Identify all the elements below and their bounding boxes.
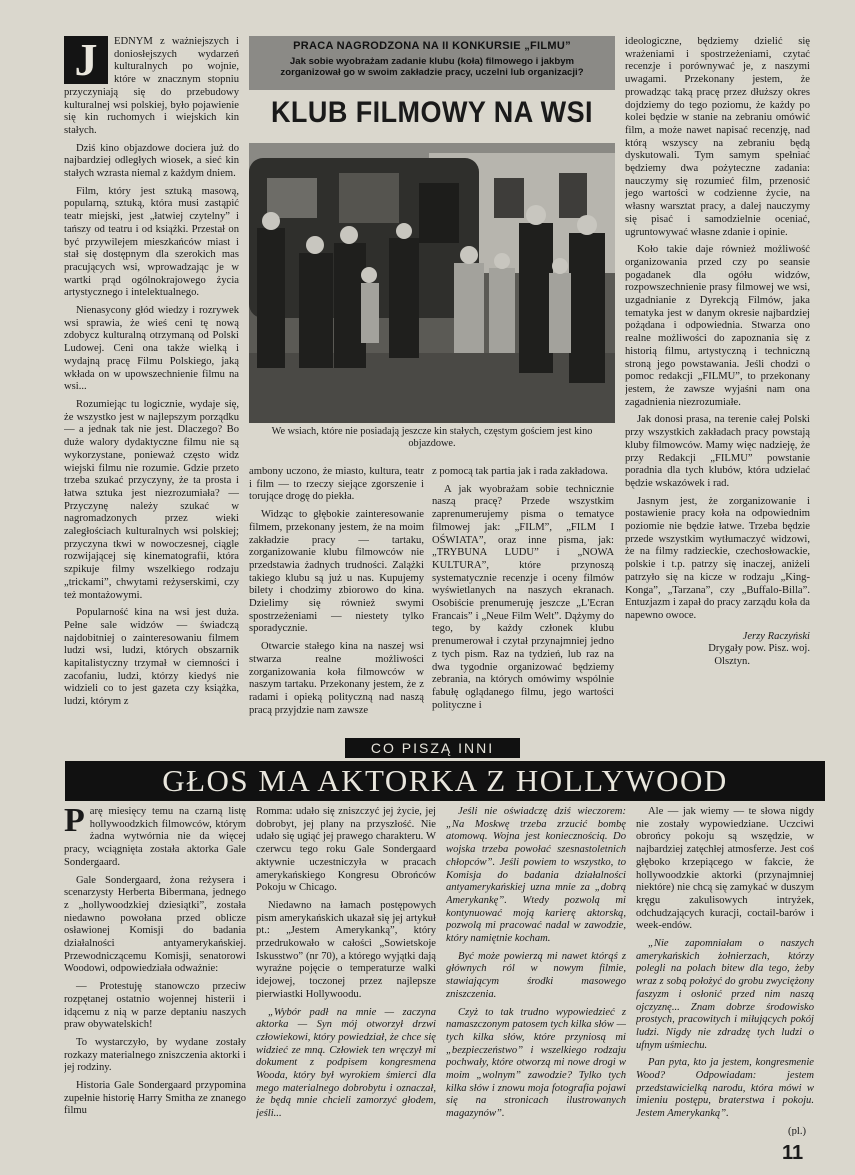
author-signature (625, 631, 810, 669)
dropcap: J (64, 36, 108, 84)
paragraph: To wystarczyło, by wydane zostały rozkazy materialnego zniszczenia aktorki i jej rodziny. (64, 1036, 246, 1074)
paragraph: Rozumiejąc tu logicznie, wydaje się, że wszystko jest w najlepszym porządku — a jednak tak nie jest. Dlaczego? Bo duże walory dydaktyczne filmu nie są wykorzystane, ponieważ często widz wiejski filmu nie rozumie. Gdzie przeto trzeba szukać przyczyny, że ta prosta i łatwa sztuka jest niezrozumiała? — Przyczynę należy szukać w nagromadzonych przez wieki zaległościach kulturalnych wsi polskiej; przyczyna tkwi w nowoczesnej, ciągle rozwijającej się kinematografii, która szpikuje filmy wszelkiego rodzaju „trickami”, chwytami reżyserskimi, czy też montażowymi. (64, 398, 239, 601)
paragraph: Jasnym jest, że zorganizowanie i postawienie pracy koła na odpowiednim poziomie nie będzie łatwe. Trzeba będzie przede wszystkim wytłumaczyć widzowi, że na filmy radzieckie, czechosłowackie, polskie i t.p. patrzy się inaczej, aniżeli patrzyło się na kicze w rodzaju „King-Konga”, „Tarzana”, czy „Buffalo-Billa”. Entuzjazm i zapał do pracy zarządu koła da napewno owoce. (625, 495, 810, 621)
bottom-col-4 (636, 806, 814, 1136)
section-headline: GŁOS MA AKTORKA Z HOLLYWOOD (65, 761, 825, 801)
author-name: Jerzy Raczyński (742, 630, 810, 642)
photo-caption: We wsiach, które nie posiadają jeszcze kin stałych, częstym gościem jest kino objazdowe. (271, 426, 593, 450)
top-col-3 (432, 466, 614, 738)
bottom-col-2 (256, 806, 436, 1146)
page-number: 11 (782, 1142, 804, 1164)
quote-paragraph: „Wybór padł na mnie — zaczyna aktorka — Syn mój otworzył drzwi człowiekowi, który powiedział, że chce się widzieć ze mną. Człowiek ten wręczył mi dokument z podpisem kongresmena Wooda, który był wyrokiem śmierci dla mego materialnego dobrobytu i oznaczał, że będą mnie chcieli zamorzyć głodem, jeśli... (256, 1006, 436, 1120)
paragraph: ambony uczono, że miasto, kultura, teatr i film — to rzeczy siejące zgorszenie i torujące drogę do piekła. (249, 466, 424, 503)
paragraph: Niedawno na łamach postępowych pism amerykańskich ukazał się jej artykuł pt.: „Jestem Amerykanką”, który przedrukowało w całości „Sowietskoje Iskusstwo” (nr 70), a którego wyjątki dają wyraźne pojęcie o temperaturze walki idejowej, toczonej przez najlepsze pierwiastki Hollywoodu. (256, 899, 436, 1000)
paragraph: Otwarcie stałego kina na naszej wsi stwarza realne możliwości zorganizowania koła filmowców w naszym tartaku. Przekonany jestem, że z radami i opieką polityczną nad naszą pracą przyjdzie nam zawsze (249, 641, 424, 716)
bottom-col-1 (64, 806, 246, 1146)
banner-title: PRACA NAGRODZONA NA II KONKURSIE „FILMU” (293, 40, 571, 52)
paragraph: Jak donosi prasa, na terenie całej Polski przy wszystkich zakładach pracy powstają kluby filmowców. Mamy więc nadzieję, że przy Redakcji „FILMU” powstanie poradnia dla tych klubów, która udzielać będzie wskazówek i rad. (625, 414, 810, 489)
section-label: CO PISZĄ INNI (345, 738, 520, 758)
lead-paragraph: J EDNYM z ważniejszych i doniosłejszych wydarzeń kulturalnych po wojnie, które w znacznym stopniu przyczyniają się do przebudowy kulturalnej wsi polskiej, było pojawienie się kin ruchomych i wiejskich kin stałych. (64, 36, 239, 136)
paragraph: Romma: udało się zniszczyć jej życie, jej dobrobyt, jej plany na przyszłość. Nie udało się ugiąć jej prawego charakteru. W czerwcu tego roku Gale Sondergaard aktywnie uczestniczyła w pracach amerykańskiego Kongresu Obrońców Pokoju w Chicago. (256, 806, 436, 894)
bottom-col-3 (446, 806, 626, 1146)
quote-paragraph: Czyż to tak trudno wypowiedzieć z namaszczonym patosem tych kilka słów — tych kilka słów, które przyniosą mi „bezpieczeństwo” i wszelkiego rodzaju pochwały, które otworzą mi nowe drogi w moim „wolnym” zawodzie? Tylko tych kilka słów i znowu moja fotografia pojawi się na stronicach ilustrowanych magazynów”. (446, 1006, 626, 1120)
article-sign: (pl.) (788, 1125, 806, 1136)
paragraph: Ale — jak wiemy — te słowa nigdy nie zostały wypowiedziane. Uczciwi obrońcy pokoju są wszędzie, w najbardziej zatęchłej atmosferze. Jest coś głęboko krzepiącego w fakcie, że hollywoodzkie aktorki (przynajmniej niektóre) nie chcą się zamykać w duszym kręgu zakulisowych intryżek, odchudzających kuracji, coctail-barów i week-endów. (636, 806, 814, 932)
paragraph: — Protestuję stanowczo przeciw rozpętanej ostatnio wojennej histerii i idącemu z nią w parze deptaniu naszych praw obywatelskich! (64, 981, 246, 1031)
author-place: Drygały pow. Pisz. woj. (708, 643, 810, 655)
paragraph: Dziś kino objazdowe dociera już do najbardziej odległych wiosek, a sieć kin stałych wzrasta niemal z każdym dniem. (64, 142, 239, 180)
paragraph: Gale Sondergaard, żona reżysera i scenarzysty Herberta Bibermana, jednego z „hollywoodzkiej dziesiątki”, została niedawno powołana przed oblicze osławionej Komisji do badania działalności antyamerykańskiej. Przewodniczącemu Komisji, senatorowi Woodowi, odpowiedziała odważnie: (64, 874, 246, 975)
quote-paragraph: Być może powierzą mi nawet którąś z głównych ról w nowym filmie, stawiającym środki masowego zniszczenia. (446, 950, 626, 1000)
lead-paragraph: Parę miesięcy temu na czarną listę hollywoodzkich filmowców, którym żadna wytwórnia nie da więcej pracy, wciągnięta została aktorka Gale Sondergaard. (64, 806, 246, 868)
quote-paragraph: Pan pyta, kto ja jestem, kongresmenie Wood? Odpowiadam: jestem przedstawicielką narodu, która mówi w imieniu postępu, braterstwa i pokoju. Jestem Amerykanką”. (636, 1057, 814, 1120)
village-cinema-photo (249, 143, 615, 423)
top-col-1 (64, 36, 239, 736)
paragraph: Koło takie daje również możliwość organizowania przed czy po seansie pogadanek dla ogółu widzów, rozpowszechnienie prasy filmowej we wsi, uzgadnianie z Dyrekcją Filmów, jaka tematyka jest w danym okresie najbardziej pożądana i odpowiednia. Stwarza ono realne możliwości do zapoznania się z historią filmu, artystyczną i techniczną stroną jego powstawania. Jeśli chodzi o pomoc redakcji „FILMU”, to przekonany jestem, że zawsze wyjaśni nam ona zagadnienia niezrozumiałe. (625, 244, 810, 408)
author-place-2: Olsztyn. (714, 656, 750, 668)
article-headline: KLUB FILMOWY NA WSI (270, 96, 594, 129)
quote-paragraph: „Nie zapomniałam o naszych amerykańskich żołnierzach, którzy polegli na polach bitew dla tego, żeby wraz z sobą położyć do grobu zwyciężony faszyzm i osłonić przed nim naszą ojczyznę... Znam dobrze środowisko prostych, pracowitych i miłujących pokój ludzi. Nigdy nie zdradzę tych ludzi o ufnym uśmiechu. (636, 938, 814, 1051)
paragraph: Film, który jest sztuką masową, popularną, sztuką, która musi zastąpić teatr miejski, jest „łatwiej czytelny” i tańszy od teatru i od książki. Przestał on być przywilejem mieszkańców miast i stał się dostępnym dla szerokich mas pracujących wsi, wprowadzając je w wartki prąd ogólnokrajowego życia artystycznego i intelektualnego. (64, 185, 239, 299)
paragraph: Nienasycony głód wiedzy i rozrywek wsi sprawia, że wieś ceni tę nową zdobycz kulturalną otrzymaną od Polski Ludowej. Ceni ona także wielką i wydajną pracę Filmu Polskiego, jaką wkłada on w upowszechnienie filmu na wsi... (64, 305, 239, 393)
top-col-4 (625, 36, 810, 736)
dropcap: P (64, 806, 85, 839)
paragraph: A jak wyobrażam sobie technicznie naszą pracę? Przede wszystkim zaprenumerujemy pisma o tematyce filmowej jak: „FILM”, „FILM I OŚWIATA”, oraz inne pisma, jak: „TRYBUNA LUDU” i „NOWA KULTURA”, które przynoszą systematycznie recenzje i oceny filmów wyświetlanych na naszych ekranach. Osobiście prenumeruję jeszcze „L'Ecran Francais” i „Neue Film Welt”. Dążymy do tego, by każdy członek klubu prenumerował i czytał przynajmniej jedno z tych pism. Raz na tydzień, lub raz na dwa tygodnie organizować będziemy zebrania, na których omówimy wspólnie fabułę oglądanego filmu, jego wartości polityczne i (432, 483, 614, 711)
paragraph: Popularność kina na wsi jest duża. Pełne sale widzów — świadczą najdobitniej o zainteresowaniu filmem ludzi wsi, ludzi, których obszarnik kapitalistyczny trzymał w ciemności i zacofaniu, ludzi, którzy kiedyś nie widzieli co to jest gazeta czy książka, ludzi, którym z (64, 607, 239, 708)
paragraph: Widząc to głębokie zainteresowanie filmem, przekonany jestem, że na moim zakładzie pracy — tartaku, zorganizowanie klubu filmowców nie przedstawia żadnych trudności. Zalążki takiego klubu są już u nas. Kupujemy bilety i chodzimy zbiorowo do kina. Dzielimy się również swymi spostrzeżeniami — niestety tylko sporadycznie. (249, 509, 424, 635)
paragraph: z pomocą tak partia jak i rada zakładowa. (432, 466, 608, 477)
banner-question: Jak sobie wyobrażam zadanie klubu (koła) filmowego i jakbym zorganizował go w swoim zakładzie pracy, uczelni lub organizacji? (280, 56, 584, 79)
quote-paragraph: Jeśli nie oświadczę dziś wieczorem: „Na Moskwę trzeba zrzucić bombę atomową. Wojna jest koniecznością. Do wojska trzeba powołać szesnastoletnich chłopców”. Jeśli powiem to wszystko, to Komisja do badania działalności antyamerykańskiej uzna mnie za „dobrą Amerykankę”. Wtedy pozwolą mi kontynuować moją karierę aktorską, pozwolą mi pracować nadal w zawodzie, który namiętnie kocham. (446, 806, 626, 945)
top-col-2 (249, 466, 424, 738)
photo-illustration (249, 143, 615, 423)
paragraph: ideologiczne, będziemy dzielić się wrażeniami i spostrzeżeniami, czytać recenzje i porównywać je, z naszymi uwagami. Przekonany jestem, że prowadząc taką pracę przez dłuższy okres dojdziemy do tego poziomu, że każdy po kolei będzie w stanie na zebraniu omówić film, a może nawet napisać recenzję, nad którą wszyscy na zebraniu będą dyskutowali. Tym samym spełniać będziemy dwa pożyteczne zadania: nauczymy się rozumieć film, przenosić jego wartości w codzienne życie, na własny warsztat pracy, a dalej nauczymy się pisać i samodzielnie oceniać, ugruntowywać własne zdanie i opinie. (625, 36, 810, 238)
contest-banner (249, 36, 615, 90)
paragraph: Historia Gale Sondergaard przypomina zupełnie historię Harry Smitha ze znanego filmu (64, 1080, 246, 1117)
